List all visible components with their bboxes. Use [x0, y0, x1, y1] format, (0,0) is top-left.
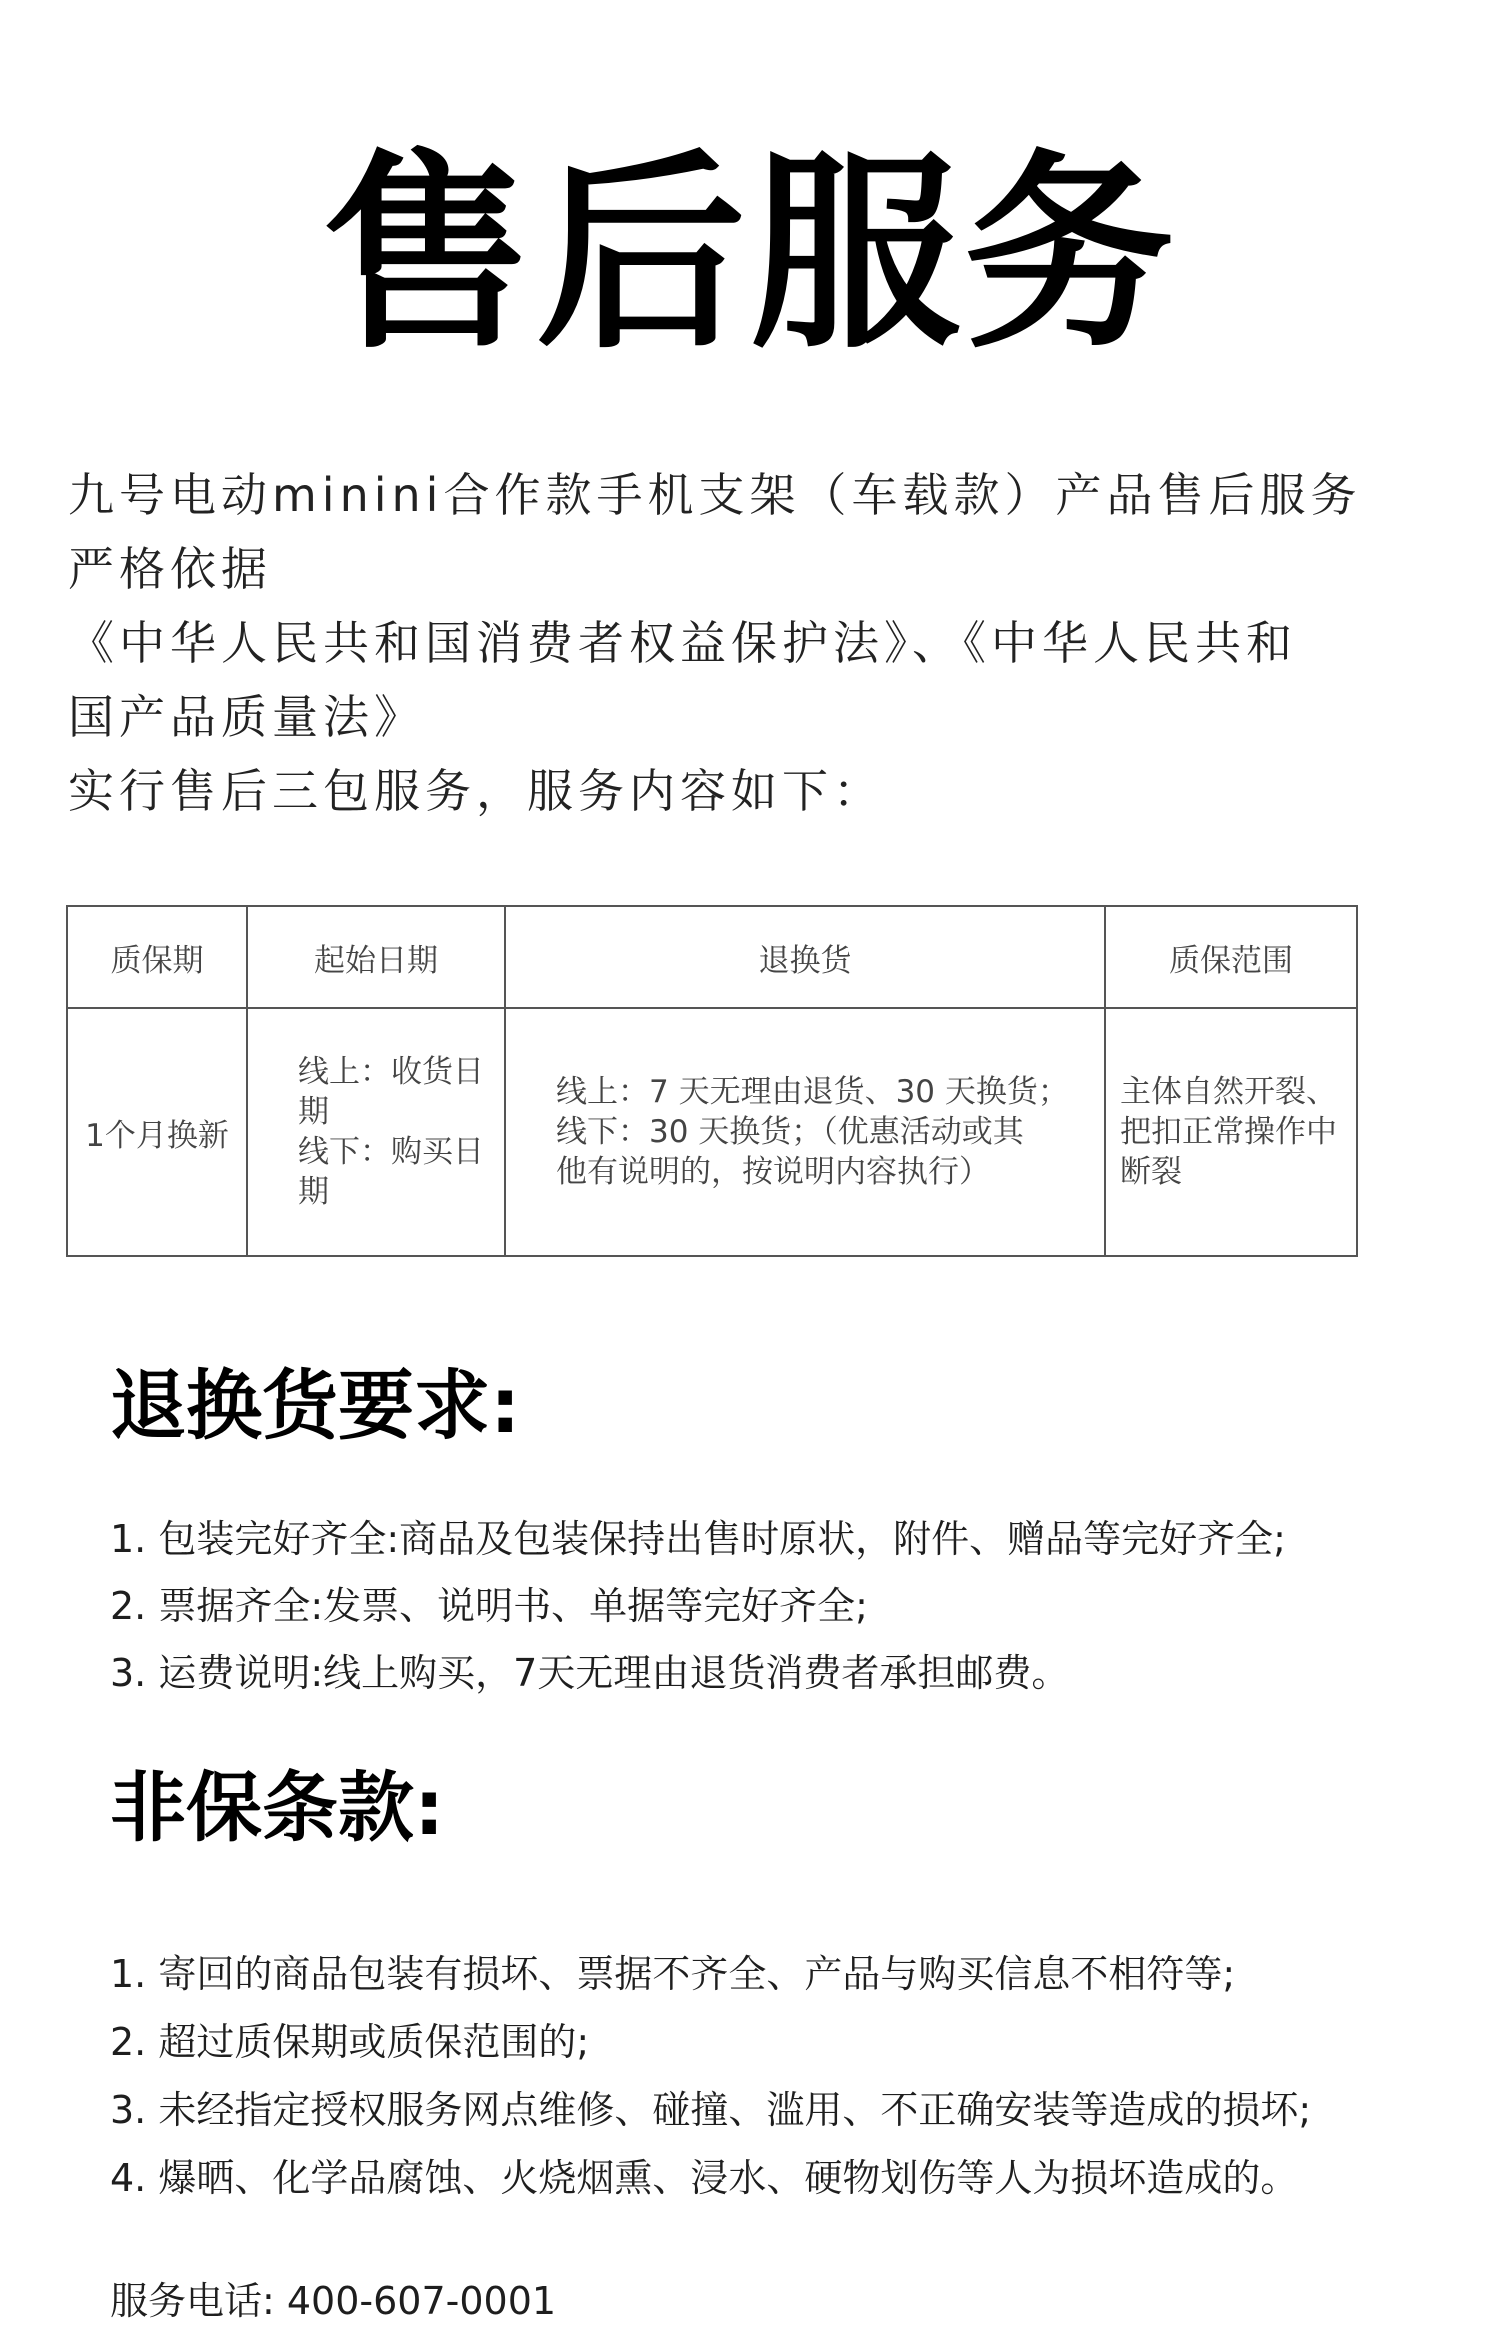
- return-requirements-heading: 退换货要求:: [110, 1361, 521, 1450]
- table-header-row: [67, 906, 1357, 1008]
- header-returns: 退换货: [505, 906, 1105, 1008]
- start-date-line: 线下：购买日期: [298, 1134, 484, 1210]
- returns-line: 他有说明的，按说明内容执行）: [556, 1154, 990, 1190]
- header-period: 质保期: [67, 906, 247, 1008]
- scope-line: 主体自然开裂、: [1120, 1074, 1337, 1110]
- cell-period: 1个月换新: [67, 1008, 247, 1256]
- scope-line: 把扣正常操作中: [1120, 1114, 1337, 1150]
- intro-line: 《中华人民共和国消费者权益保护法》、《中华人民共和: [68, 616, 1297, 670]
- returns-line: 线上：7 天无理由退货、30 天换货；: [556, 1074, 1069, 1110]
- list-item: 1. 寄回的商品包装有损坏、票据不齐全、产品与购买信息不相符等;: [110, 1952, 1236, 1996]
- non-warranty-heading: 非保条款:: [110, 1763, 445, 1852]
- intro-line: 严格依据: [68, 542, 272, 596]
- intro-line: 实行售后三包服务，服务内容如下：: [68, 764, 884, 818]
- warranty-table: [66, 905, 1358, 1257]
- cell-start-date: [247, 1008, 505, 1256]
- return-requirements-list: [110, 1506, 1440, 1707]
- service-phone: 服务电话: 400-607-0001: [110, 2279, 557, 2323]
- non-warranty-list: [110, 1940, 1440, 2212]
- list-item: 3. 运费说明:线上购买，7天无理由退货消费者承担邮费。: [110, 1651, 1070, 1695]
- list-item: 2. 票据齐全:发票、说明书、单据等完好齐全;: [110, 1584, 868, 1628]
- returns-line: 线下：30 天换货；（优惠活动或其: [556, 1114, 1024, 1150]
- intro-line: 九号电动minini合作款手机支架（车载款）产品售后服务: [68, 468, 1362, 522]
- intro-text: [68, 458, 1368, 828]
- list-item: 2. 超过质保期或质保范围的;: [110, 2020, 590, 2064]
- list-item: 3. 未经指定授权服务网点维修、碰撞、滥用、不正确安装等造成的损坏;: [110, 2088, 1312, 2132]
- cell-returns: [505, 1008, 1105, 1256]
- table-row: [67, 1008, 1357, 1256]
- header-scope: 质保范围: [1105, 906, 1357, 1008]
- list-item: 1. 包装完好齐全:商品及包装保持出售时原状，附件、赠品等完好齐全;: [110, 1517, 1286, 1561]
- scope-line: 断裂: [1120, 1154, 1182, 1190]
- list-item: 4. 爆晒、化学品腐蚀、火烧烟熏、浸水、硬物划伤等人为损坏造成的。: [110, 2156, 1299, 2200]
- intro-line: 国产品质量法》: [68, 690, 425, 744]
- start-date-line: 线上：收货日期: [298, 1054, 484, 1130]
- page-title: 售后服务: [321, 132, 1178, 377]
- header-start-date: 起始日期: [247, 906, 505, 1008]
- cell-scope: [1105, 1008, 1357, 1256]
